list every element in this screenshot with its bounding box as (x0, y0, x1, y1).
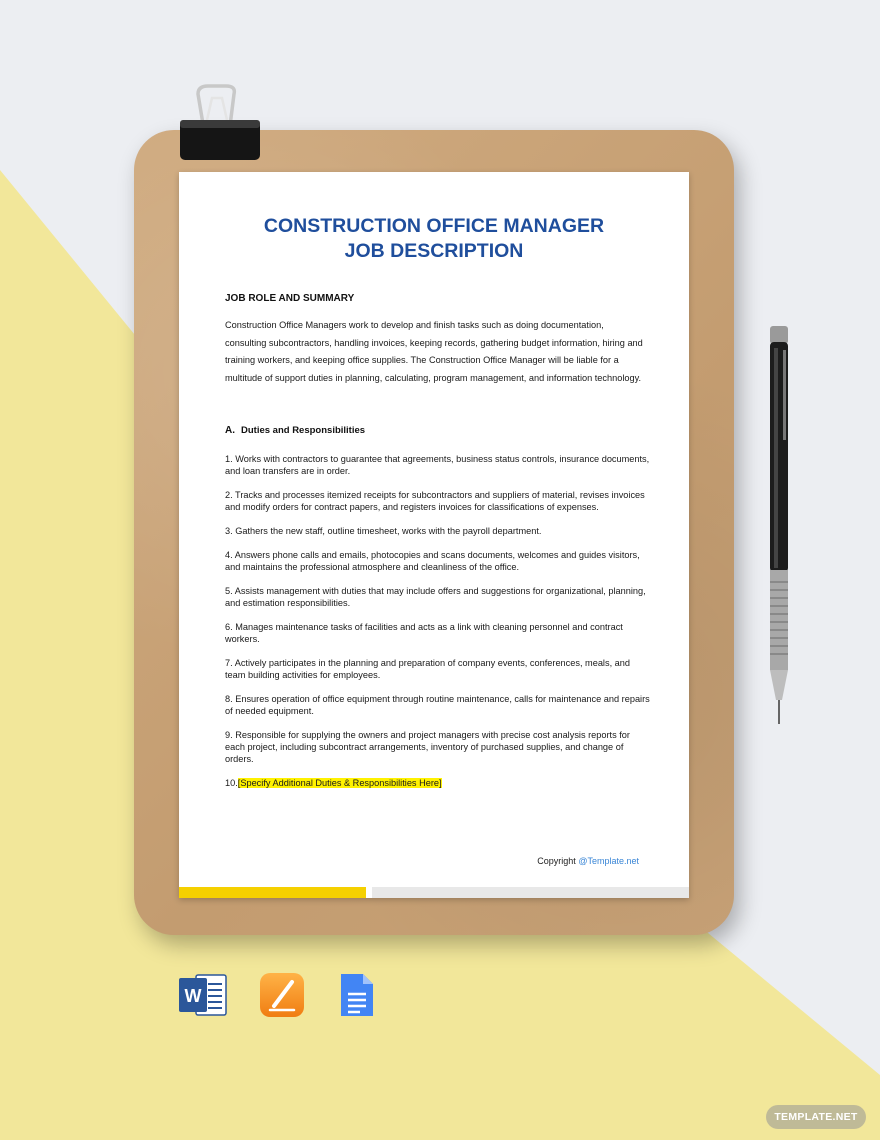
duty-item: 9. Responsible for supplying the owners and project managers with precise cost analysis reports for each project, including subcontract arrangements, inventory of purchased supplies, and change of orders. (225, 730, 630, 764)
duties-heading-letter: A. (225, 425, 235, 436)
duty-10-prefix: 10. (225, 778, 238, 788)
duty-10-placeholder: [Specify Additional Duties & Responsibilities Here] (237, 778, 442, 788)
svg-text:W: W (184, 986, 202, 1006)
duties-heading (225, 425, 365, 436)
duty-item: 6. Manages maintenance tasks of facilities and acts as a link with cleaning personnel and contract workers. (225, 622, 623, 644)
document-page (179, 172, 689, 898)
title-line-1: CONSTRUCTION OFFICE MANAGER (263, 215, 605, 237)
summary-heading: JOB ROLE AND SUMMARY (225, 293, 355, 304)
title-line-2: JOB DESCRIPTION (344, 240, 524, 262)
duty-item: 3. Gathers the new staff, outline timesheet, works with the payroll department. (225, 526, 542, 536)
word-icon[interactable] (178, 972, 228, 1018)
duty-item: 4. Answers phone calls and emails, photocopies and scans documents, welcomes and guides visitors, and maintains the professional atmosphere and cleanliness of the office. (225, 550, 640, 572)
duty-item-10 (225, 777, 650, 789)
pencil-icon (760, 320, 800, 730)
footer-yellow-bar (179, 887, 366, 898)
document-title (179, 214, 689, 264)
duties-heading-text: Duties and Responsibilities (241, 425, 366, 436)
binder-clip-icon (168, 80, 268, 170)
pages-icon[interactable] (258, 972, 308, 1018)
summary-text: Construction Office Managers work to develop and finish tasks such as doing documentation, consulting subcontractors, handling invoices, keeping records, gathering budget information, hiring and training workers, and keeping office supplies. The Construction Office Manager will be liable for a multitude of support duties in planning, calculating, program management, and information technology. (225, 320, 643, 383)
duty-item: 7. Actively participates in the planning and preparation of company events, conferences, meals, and team building activities for employees. (225, 658, 631, 680)
footer-gray-bar (372, 887, 689, 898)
duty-item: 1. Works with contractors to guarantee that agreements, business status controls, insurance documents, and loan transfers are in order. (225, 454, 650, 476)
template-net-watermark: TEMPLATE.NET (766, 1105, 866, 1129)
duty-item: 5. Assists management with duties that may include offers and suggestions for organizational, planning, and estimation responsibilities. (225, 586, 646, 608)
duties-list (225, 453, 650, 801)
copyright-link[interactable]: @Template.net (578, 856, 639, 866)
duty-item: 8. Ensures operation of office equipment through routine maintenance, calls for maintenance and repairs of needed equipment. (225, 694, 650, 716)
google-docs-icon[interactable] (332, 972, 382, 1018)
copyright (537, 856, 639, 866)
duty-item: 2. Tracks and processes itemized receipts for subcontractors and suppliers of material, revises invoices and modify orders for contract papers, and registers invoices for classifications of expenses. (225, 490, 645, 512)
copyright-label: Copyright (537, 856, 576, 866)
